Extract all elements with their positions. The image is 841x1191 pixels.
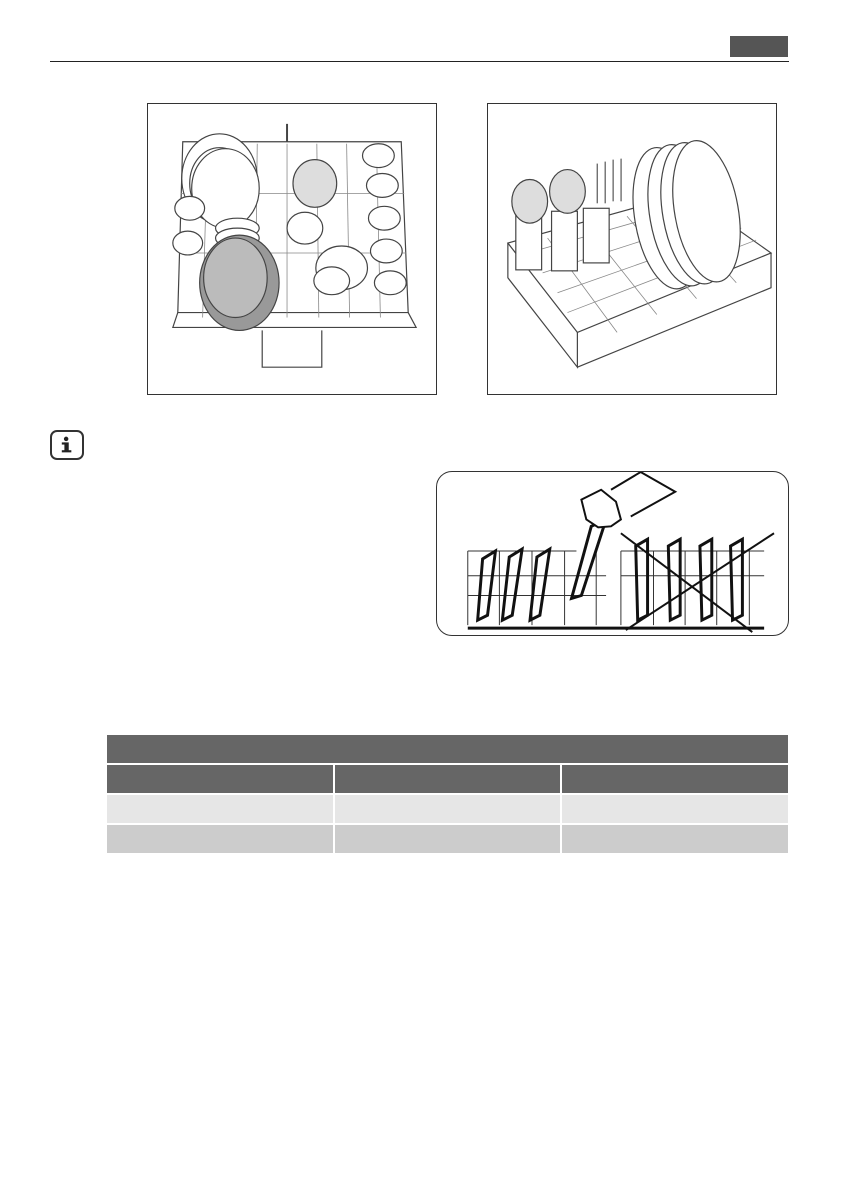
table-cell	[333, 825, 561, 853]
table-column-header	[107, 765, 333, 793]
table-column-header	[560, 765, 788, 793]
table-cell	[107, 795, 333, 823]
table-cell	[107, 825, 333, 853]
lower-basket-drawing	[148, 104, 436, 394]
table-column-header	[333, 765, 561, 793]
table-header-row	[107, 763, 788, 793]
upper-basket-drawing	[488, 104, 776, 394]
plate-insertion-illustration	[436, 471, 789, 636]
table-cell	[333, 795, 561, 823]
table-row	[107, 793, 788, 823]
info-glyph	[52, 432, 82, 458]
table-row	[107, 823, 788, 853]
table-cell	[560, 795, 788, 823]
rack-drawing	[437, 472, 788, 635]
header-rule	[50, 61, 789, 62]
info-table	[107, 735, 788, 853]
table-title	[107, 735, 788, 763]
upper-basket-illustration	[487, 103, 777, 395]
lower-basket-illustration	[147, 103, 437, 395]
language-tab	[730, 36, 788, 57]
info-icon	[50, 430, 84, 460]
table-cell	[560, 825, 788, 853]
